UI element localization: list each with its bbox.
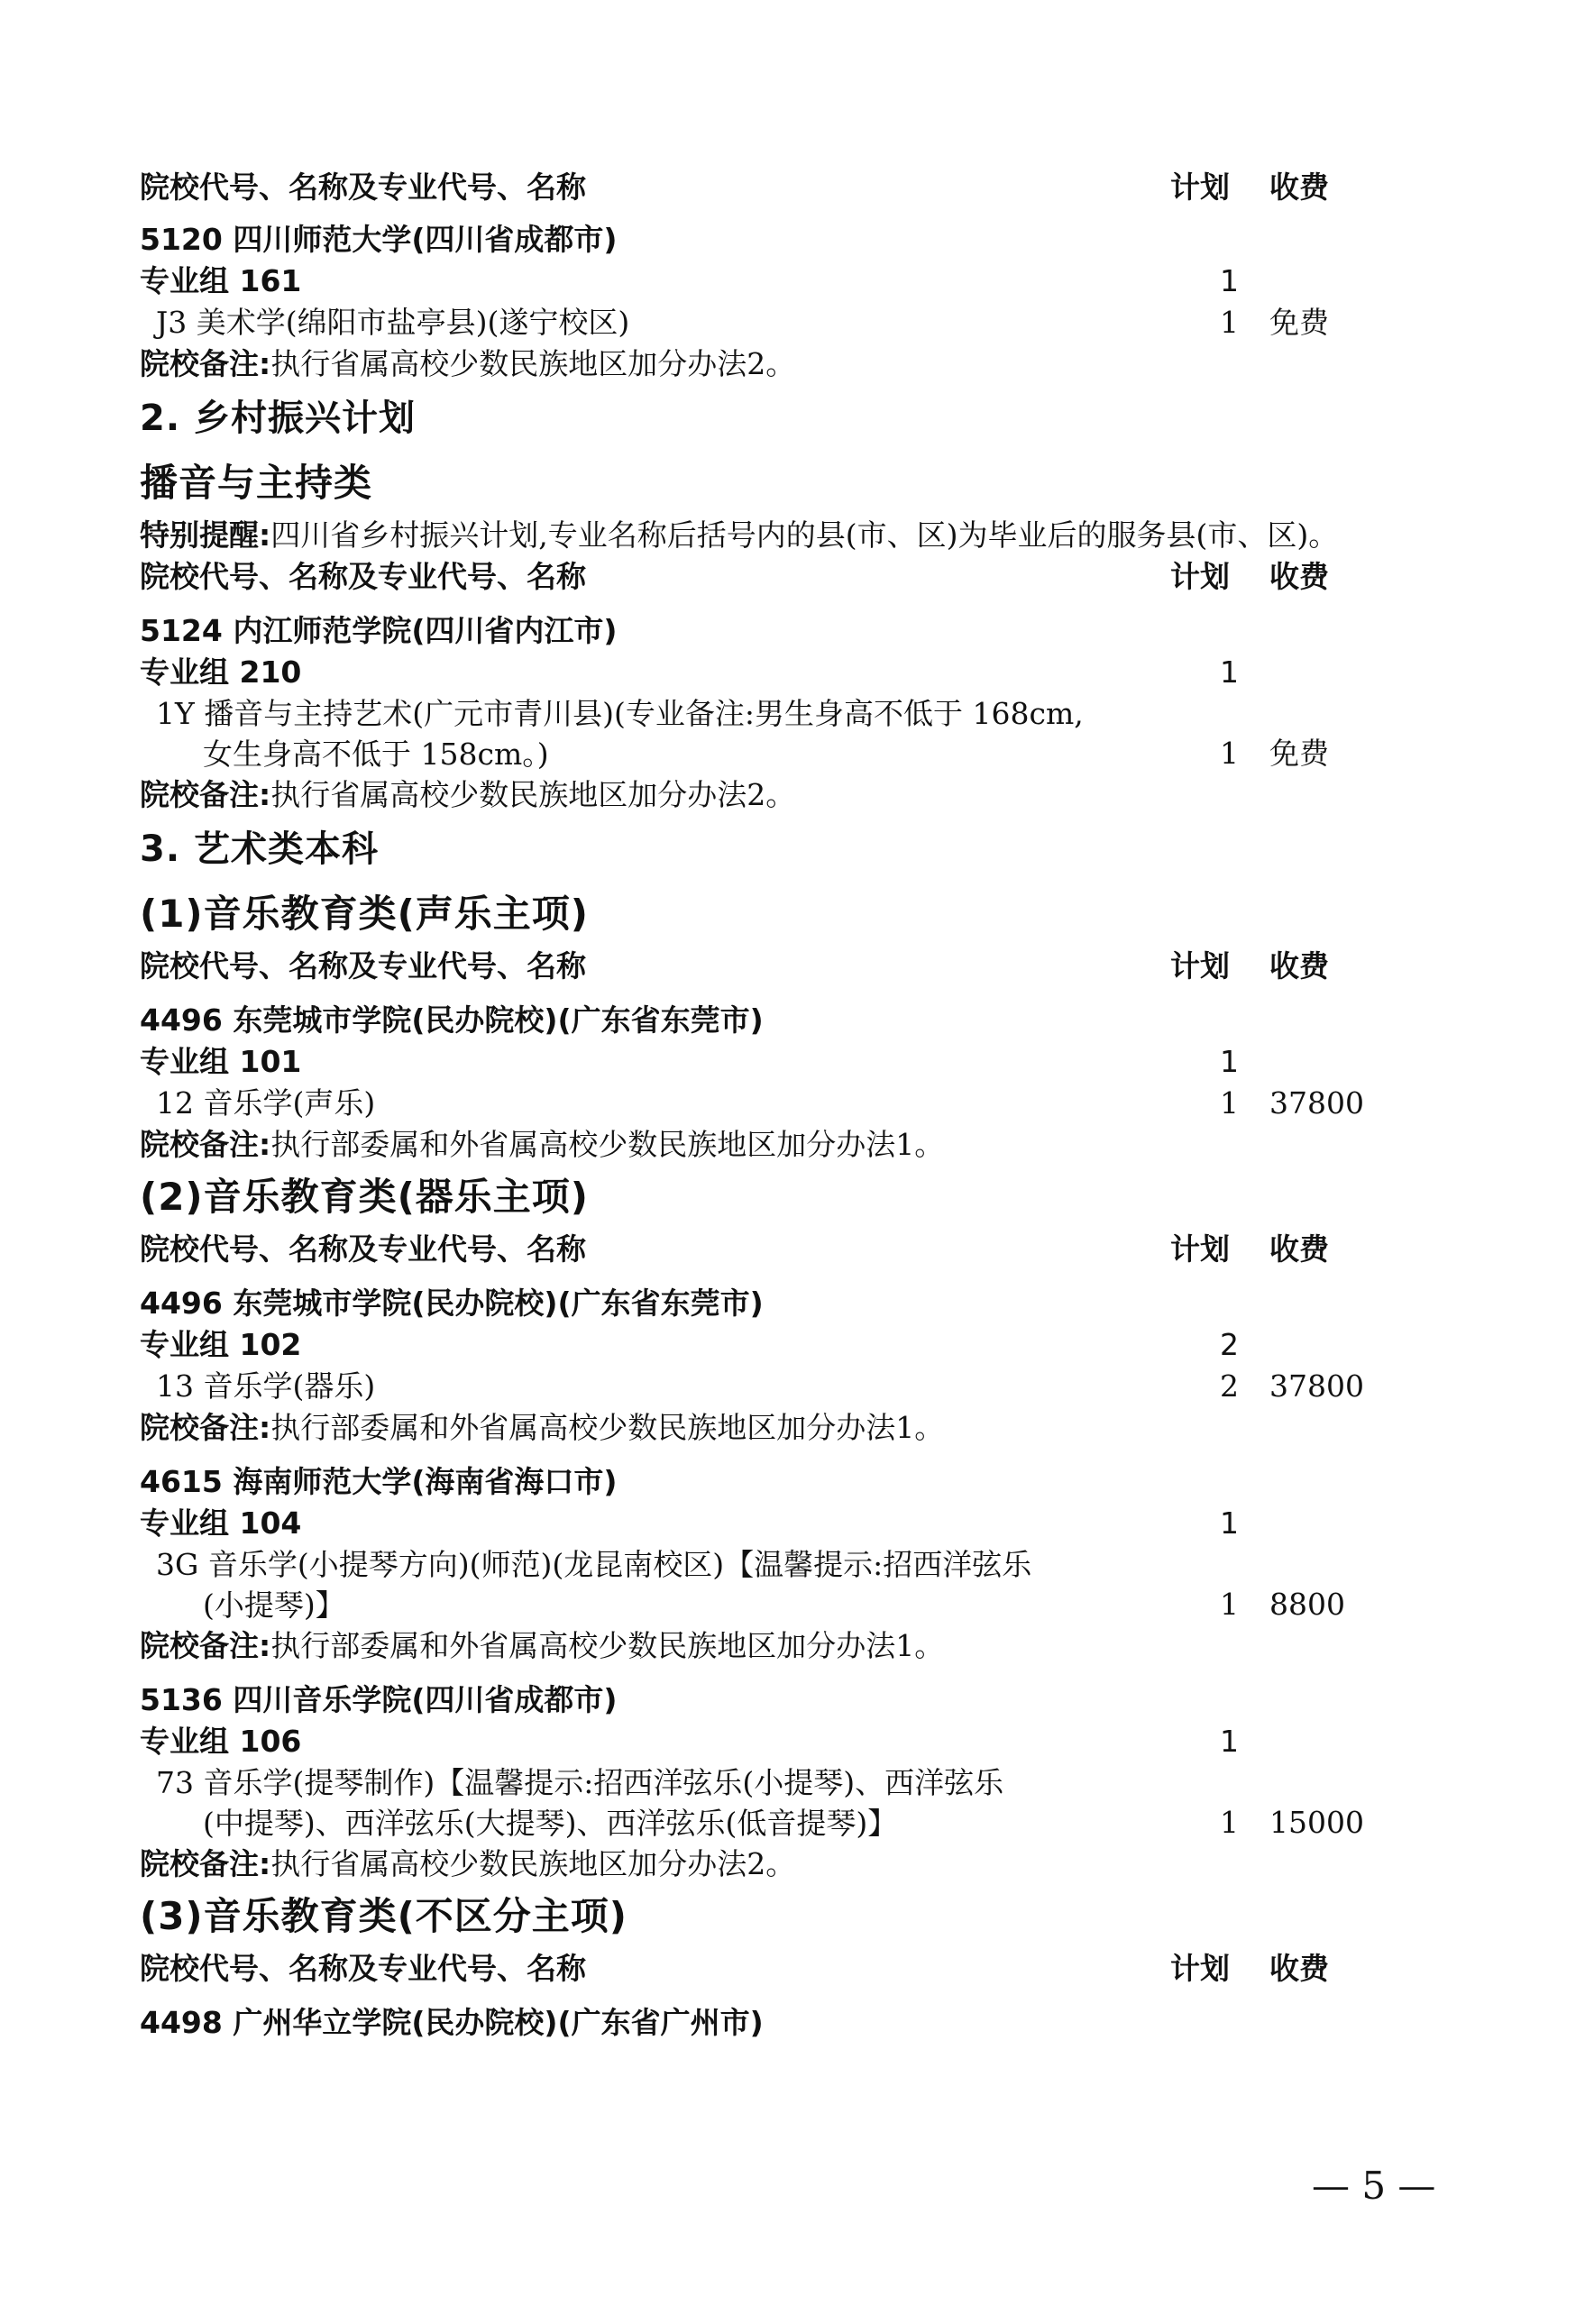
major-fee: 免费 xyxy=(1269,736,1329,771)
document-page xyxy=(140,167,1364,2044)
major-line-2: (小提琴)】 xyxy=(203,1587,345,1623)
major-name: 12 音乐学(声乐) xyxy=(156,1085,376,1121)
header-left: 院校代号、名称及专业代号、名称 xyxy=(140,169,586,205)
group-plan: 1 xyxy=(1220,263,1239,298)
note-label: 院校备注: xyxy=(140,777,271,812)
school-name: 4496 东莞城市学院(民办院校)(广东省东莞市) xyxy=(140,1002,764,1038)
group-row xyxy=(140,1324,1339,1366)
major-name: 13 音乐学(器乐) xyxy=(156,1368,376,1404)
note-label: 院校备注: xyxy=(140,1628,271,1663)
major-fee: 免费 xyxy=(1269,305,1329,340)
header-plan: 计划 xyxy=(1170,948,1230,984)
note-label: 院校备注: xyxy=(140,346,271,381)
major-fee: 8800 xyxy=(1269,1587,1345,1622)
note-label: 院校备注: xyxy=(140,1410,271,1445)
major-line-1: 3G 音乐学(小提琴方向)(师范)(龙昆南校区)【温馨提示:招西洋弦乐 xyxy=(156,1547,1032,1582)
school-name: 5124 内江师范学院(四川省内江市) xyxy=(140,613,618,648)
major-row xyxy=(140,1083,1364,1124)
group-name: 专业组 161 xyxy=(140,263,302,298)
note-label: 院校备注: xyxy=(140,1846,271,1881)
note-text: 执行部委属和外省属高校少数民族地区加分办法1。 xyxy=(270,1127,945,1162)
major-plan: 1 xyxy=(1220,305,1239,340)
group-name: 专业组 210 xyxy=(140,654,302,690)
note-label: 院校备注: xyxy=(140,1127,271,1162)
major-line-1: 73 音乐学(提琴制作)【温馨提示:招西洋弦乐(小提琴)、西洋弦乐 xyxy=(156,1765,1004,1800)
school-name: 5136 四川音乐学院(四川省成都市) xyxy=(140,1682,618,1717)
school-note xyxy=(140,1844,1339,1885)
major-row xyxy=(140,1762,1364,1844)
section-title: 3. 艺术类本科 xyxy=(140,828,379,870)
tip-label: 特别提醒: xyxy=(140,517,271,553)
major-plan: 1 xyxy=(1220,736,1239,771)
subsection-title: (1)音乐教育类(声乐主项) xyxy=(140,892,590,936)
header-left: 院校代号、名称及专业代号、名称 xyxy=(140,1231,586,1267)
tip-text: 四川省乡村振兴计划,专业名称后括号内的县(市、区)为毕业后的服务县(市、区)。 xyxy=(270,517,1339,553)
major-line-2: 女生身高不低于 158cm。) xyxy=(203,737,549,772)
major-name xyxy=(156,1544,1130,1625)
major-fee: 37800 xyxy=(1269,1085,1364,1121)
group-row xyxy=(140,1503,1339,1544)
school-name: 5120 四川师范大学(四川省成都市) xyxy=(140,222,618,257)
header-fee: 收费 xyxy=(1269,169,1329,205)
header-left: 院校代号、名称及专业代号、名称 xyxy=(140,1951,586,1986)
table-header xyxy=(140,167,1339,208)
school-name: 4615 海南师范大学(海南省海口市) xyxy=(140,1464,618,1499)
school-note xyxy=(140,774,1339,816)
subsection-title: (3)音乐教育类(不区分主项) xyxy=(140,1894,628,1938)
major-plan: 1 xyxy=(1220,1805,1239,1840)
table-header xyxy=(140,1948,1339,1990)
major-row xyxy=(140,302,1339,343)
note-text: 执行省属高校少数民族地区加分办法2。 xyxy=(270,346,796,381)
page-number: — 5 — xyxy=(1312,2164,1436,2208)
group-name: 专业组 106 xyxy=(140,1724,302,1759)
major-plan: 1 xyxy=(1220,1085,1239,1121)
header-left: 院校代号、名称及专业代号、名称 xyxy=(140,948,586,984)
group-plan: 1 xyxy=(1220,1724,1239,1759)
major-row xyxy=(140,1366,1364,1407)
group-row xyxy=(140,261,1339,302)
note-text: 执行部委属和外省属高校少数民族地区加分办法1。 xyxy=(270,1410,945,1445)
header-fee: 收费 xyxy=(1269,1231,1329,1267)
subsection-title: 播音与主持类 xyxy=(140,461,373,505)
group-plan: 1 xyxy=(1220,1505,1239,1541)
major-line-1: 1Y 播音与主持艺术(广元市青川县)(专业备注:男生身高不低于 168cm, xyxy=(156,696,1084,731)
group-row xyxy=(140,1041,1339,1083)
table-header xyxy=(140,946,1339,987)
school-note xyxy=(140,343,1339,385)
note-text: 执行省属高校少数民族地区加分办法2。 xyxy=(270,777,796,812)
header-fee: 收费 xyxy=(1269,559,1329,594)
header-fee: 收费 xyxy=(1269,1951,1329,1986)
major-name xyxy=(156,1762,1130,1844)
note-text: 执行省属高校少数民族地区加分办法2。 xyxy=(270,1846,796,1881)
table-header xyxy=(140,556,1339,598)
header-left: 院校代号、名称及专业代号、名称 xyxy=(140,559,586,594)
major-name xyxy=(156,693,1130,774)
school-note xyxy=(140,1407,1339,1449)
group-name: 专业组 101 xyxy=(140,1044,302,1079)
header-plan: 计划 xyxy=(1170,169,1230,205)
school-name: 4498 广州华立学院(民办院校)(广东省广州市) xyxy=(140,2005,764,2040)
group-row xyxy=(140,652,1339,693)
major-name: J3 美术学(绵阳市盐亭县)(遂宁校区) xyxy=(156,305,630,340)
note-text: 执行部委属和外省属高校少数民族地区加分办法1。 xyxy=(270,1628,945,1663)
group-name: 专业组 104 xyxy=(140,1505,302,1541)
special-tip xyxy=(140,515,1339,556)
subsection-title: (2)音乐教育类(器乐主项) xyxy=(140,1175,590,1219)
table-header xyxy=(140,1229,1339,1270)
major-row xyxy=(140,693,1339,774)
header-plan: 计划 xyxy=(1170,1231,1230,1267)
group-name: 专业组 102 xyxy=(140,1327,302,1362)
major-fee: 15000 xyxy=(1269,1805,1364,1840)
header-plan: 计划 xyxy=(1170,1951,1230,1986)
school-note xyxy=(140,1625,1339,1667)
section-title: 2. 乡村振兴计划 xyxy=(140,398,416,439)
group-plan: 1 xyxy=(1220,654,1239,690)
group-row xyxy=(140,1721,1339,1762)
group-plan: 1 xyxy=(1220,1044,1239,1079)
group-plan: 2 xyxy=(1220,1327,1239,1362)
major-line-2: (中提琴)、西洋弦乐(大提琴)、西洋弦乐(低音提琴)】 xyxy=(203,1806,898,1841)
major-fee: 37800 xyxy=(1269,1368,1364,1404)
school-note xyxy=(140,1124,1339,1166)
major-plan: 2 xyxy=(1220,1368,1239,1404)
header-plan: 计划 xyxy=(1170,559,1230,594)
major-row xyxy=(140,1544,1345,1625)
school-name: 4496 东莞城市学院(民办院校)(广东省东莞市) xyxy=(140,1286,764,1321)
major-plan: 1 xyxy=(1220,1587,1239,1622)
header-fee: 收费 xyxy=(1269,948,1329,984)
